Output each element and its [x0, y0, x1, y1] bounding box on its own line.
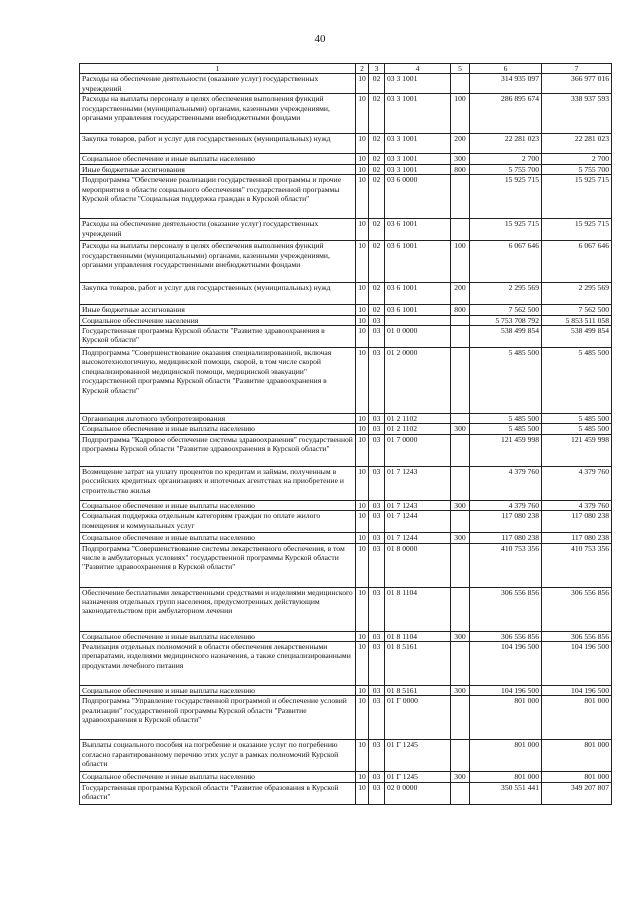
table-header-row [80, 64, 612, 74]
expense-type-cell [451, 315, 470, 325]
amount-year1-cell: 5 755 700 [470, 164, 542, 174]
expense-type-cell: 300 [451, 772, 470, 782]
table-row [80, 134, 612, 154]
amount-year1-cell: 538 499 854 [470, 326, 542, 348]
section-code-cell: 10 [356, 772, 369, 782]
amount-year1-cell: 104 196 500 [470, 686, 542, 696]
target-article-cell: 01 8 5161 [385, 686, 451, 696]
section-code-cell: 10 [356, 511, 369, 533]
section-code-cell: 10 [356, 500, 369, 510]
amount-year1-cell: 350 551 441 [470, 782, 542, 804]
amount-year2-cell: 801 000 [542, 772, 612, 782]
table-row [80, 696, 612, 740]
expense-type-cell [451, 219, 470, 241]
amount-year2-cell: 117 080 238 [542, 533, 612, 543]
target-article-cell: 03 3 1001 [385, 74, 451, 94]
section-code-cell: 10 [356, 543, 369, 587]
expense-type-cell [451, 696, 470, 740]
section-code-cell: 10 [356, 696, 369, 740]
amount-year1-cell: 801 000 [470, 740, 542, 772]
target-article-cell: 03 6 1001 [385, 219, 451, 241]
table-row [80, 772, 612, 782]
subsection-code-cell: 03 [369, 631, 385, 641]
target-article-cell: 01 Г 0000 [385, 696, 451, 740]
section-code-cell: 10 [356, 533, 369, 543]
amount-year2-cell: 2 700 [542, 154, 612, 164]
section-code-cell: 10 [356, 164, 369, 174]
subsection-code-cell: 02 [369, 175, 385, 219]
amount-year1-cell: 4 379 760 [470, 500, 542, 510]
row-name-cell: Подпрограмма "Обеспечение реализации государственной программы и прочие мероприятия в области социального обеспечения" государственной программы Курской области "Социальная поддержка граждан в Курской области" [80, 175, 356, 219]
target-article-cell: 01 7 1244 [385, 533, 451, 543]
amount-year2-cell: 801 000 [542, 696, 612, 740]
expense-type-cell: 300 [451, 686, 470, 696]
subsection-code-cell: 03 [369, 686, 385, 696]
amount-year2-cell: 5 485 500 [542, 414, 612, 424]
amount-year1-cell: 2 295 569 [470, 283, 542, 305]
table-row [80, 642, 612, 686]
amount-year1-cell: 15 925 715 [470, 175, 542, 219]
column-header: 2 [356, 64, 369, 74]
section-code-cell: 10 [356, 219, 369, 241]
table-row [80, 500, 612, 510]
row-name-cell: Расходы на выплаты персоналу в целях обеспечения выполнения функций государственными (муниципальными) органами, казенными учреждениями, органами управления государственными внебюджетными фондами [80, 241, 356, 283]
target-article-cell: 03 3 1001 [385, 164, 451, 174]
subsection-code-cell: 03 [369, 587, 385, 631]
section-code-cell: 10 [356, 326, 369, 348]
budget-table-body [80, 64, 612, 805]
table-row [80, 283, 612, 305]
amount-year1-cell: 117 080 238 [470, 533, 542, 543]
subsection-code-cell: 02 [369, 305, 385, 315]
row-name-cell: Подпрограмма "Совершенствование системы лекарственного обеспечения, в том числе в амбулаторных условиях" государственной программы Курской области "Развитие здравоохранения в Курской области" [80, 543, 356, 587]
subsection-code-cell: 03 [369, 511, 385, 533]
table-row [80, 219, 612, 241]
row-name-cell: Закупка товаров, работ и услуг для государственных (муниципальных) нужд [80, 134, 356, 154]
amount-year2-cell: 22 281 023 [542, 134, 612, 154]
expense-type-cell: 300 [451, 533, 470, 543]
row-name-cell: Социальное обеспечение и иные выплаты населению [80, 154, 356, 164]
expense-type-cell [451, 543, 470, 587]
row-name-cell: Социальная поддержка отдельным категориям граждан по оплате жилого помещения и коммунальных услуг [80, 511, 356, 533]
expense-type-cell [451, 326, 470, 348]
row-name-cell: Реализация отдельных полномочий в области обеспечения лекарственными препаратами, изделиями медицинского назначения, а также специализированными продуктами лечебного питания [80, 642, 356, 686]
subsection-code-cell: 03 [369, 434, 385, 466]
target-article-cell: 01 8 0000 [385, 543, 451, 587]
target-article-cell: 02 0 0000 [385, 782, 451, 804]
expense-type-cell: 100 [451, 94, 470, 134]
target-article-cell: 01 2 1102 [385, 414, 451, 424]
subsection-code-cell: 02 [369, 283, 385, 305]
amount-year2-cell: 338 937 593 [542, 94, 612, 134]
section-code-cell: 10 [356, 315, 369, 325]
row-name-cell: Расходы на обеспечение деятельности (оказание услуг) государственных учреждений [80, 219, 356, 241]
amount-year2-cell: 5 853 511 058 [542, 315, 612, 325]
target-article-cell: 01 Г 1245 [385, 772, 451, 782]
amount-year2-cell: 5 485 500 [542, 348, 612, 414]
table-row [80, 686, 612, 696]
table-row [80, 511, 612, 533]
subsection-code-cell: 03 [369, 696, 385, 740]
target-article-cell: 01 7 1243 [385, 466, 451, 500]
section-code-cell: 10 [356, 642, 369, 686]
amount-year2-cell: 15 925 715 [542, 219, 612, 241]
subsection-code-cell: 02 [369, 74, 385, 94]
amount-year2-cell: 121 459 998 [542, 434, 612, 466]
table-row [80, 305, 612, 315]
table-row [80, 533, 612, 543]
section-code-cell: 10 [356, 631, 369, 641]
amount-year2-cell: 2 295 569 [542, 283, 612, 305]
amount-year2-cell: 801 000 [542, 740, 612, 772]
amount-year2-cell: 306 556 856 [542, 631, 612, 641]
subsection-code-cell: 03 [369, 326, 385, 348]
section-code-cell: 10 [356, 175, 369, 219]
subsection-code-cell: 03 [369, 782, 385, 804]
amount-year2-cell: 538 499 854 [542, 326, 612, 348]
column-header: 7 [542, 64, 612, 74]
amount-year1-cell: 306 556 856 [470, 631, 542, 641]
subsection-code-cell: 03 [369, 543, 385, 587]
table-row [80, 631, 612, 641]
amount-year1-cell: 6 067 646 [470, 241, 542, 283]
row-name-cell: Социальное обеспечение и иные выплаты населению [80, 500, 356, 510]
amount-year2-cell: 366 977 016 [542, 74, 612, 94]
amount-year1-cell: 117 080 238 [470, 511, 542, 533]
amount-year1-cell: 801 000 [470, 696, 542, 740]
subsection-code-cell: 03 [369, 740, 385, 772]
table-row [80, 348, 612, 414]
table-row [80, 587, 612, 631]
table-row [80, 424, 612, 434]
amount-year1-cell: 7 562 500 [470, 305, 542, 315]
expense-type-cell: 300 [451, 500, 470, 510]
target-article-cell: 03 3 1001 [385, 94, 451, 134]
table-row [80, 740, 612, 772]
section-code-cell: 10 [356, 587, 369, 631]
subsection-code-cell: 02 [369, 164, 385, 174]
table-row [80, 315, 612, 325]
section-code-cell: 10 [356, 782, 369, 804]
subsection-code-cell: 03 [369, 642, 385, 686]
section-code-cell: 10 [356, 283, 369, 305]
target-article-cell: 01 7 1244 [385, 511, 451, 533]
amount-year2-cell: 15 925 715 [542, 175, 612, 219]
table-row [80, 782, 612, 804]
subsection-code-cell: 02 [369, 134, 385, 154]
amount-year2-cell: 7 562 500 [542, 305, 612, 315]
amount-year2-cell: 4 379 760 [542, 466, 612, 500]
target-article-cell: 01 7 1243 [385, 500, 451, 510]
section-code-cell: 10 [356, 74, 369, 94]
section-code-cell: 10 [356, 134, 369, 154]
section-code-cell: 10 [356, 424, 369, 434]
amount-year1-cell: 314 935 097 [470, 74, 542, 94]
column-header: 1 [80, 64, 356, 74]
table-row [80, 466, 612, 500]
target-article-cell: 03 6 1001 [385, 283, 451, 305]
table-row [80, 414, 612, 424]
row-name-cell: Подпрограмма "Кадровое обеспечение системы здравоохранения" государственной программы Курской области "Развитие здравоохранения в Курской области" [80, 434, 356, 466]
target-article-cell: 03 3 1001 [385, 154, 451, 164]
expense-type-cell [451, 74, 470, 94]
amount-year2-cell: 410 753 356 [542, 543, 612, 587]
row-name-cell: Подпрограмма "Управление государственной программой и обеспечение условий реализации" государственной программы Курской области "Развитие здравоохранения в Курской области" [80, 696, 356, 740]
row-name-cell: Государственная программа Курской области "Развитие здравоохранения в Курской области" [80, 326, 356, 348]
table-row [80, 94, 612, 134]
expense-type-cell: 200 [451, 134, 470, 154]
target-article-cell: 01 8 5161 [385, 642, 451, 686]
section-code-cell: 10 [356, 241, 369, 283]
table-row [80, 241, 612, 283]
expense-type-cell: 800 [451, 305, 470, 315]
column-header: 4 [385, 64, 451, 74]
amount-year1-cell: 22 281 023 [470, 134, 542, 154]
row-name-cell: Подпрограмма "Совершенствование оказания специализированной, включая высокотехнологичную, медицинской помощи, скорой, в том числе скорой специализированной медицинской помощи, медицинской эвакуации" государственной программы Курской области "Развитие здравоохранения в Курской области" [80, 348, 356, 414]
section-code-cell: 10 [356, 305, 369, 315]
section-code-cell: 10 [356, 414, 369, 424]
amount-year1-cell: 5 753 708 792 [470, 315, 542, 325]
amount-year1-cell: 5 485 500 [470, 348, 542, 414]
subsection-code-cell: 03 [369, 315, 385, 325]
table-row [80, 175, 612, 219]
section-code-cell: 10 [356, 466, 369, 500]
amount-year1-cell: 2 700 [470, 154, 542, 164]
expense-type-cell: 800 [451, 164, 470, 174]
expense-type-cell [451, 740, 470, 772]
amount-year2-cell: 104 196 500 [542, 642, 612, 686]
target-article-cell: 01 7 0000 [385, 434, 451, 466]
amount-year2-cell: 117 080 238 [542, 511, 612, 533]
row-name-cell: Социальное обеспечение и иные выплаты населению [80, 424, 356, 434]
expense-type-cell [451, 348, 470, 414]
expense-type-cell: 300 [451, 424, 470, 434]
amount-year2-cell: 5 755 700 [542, 164, 612, 174]
amount-year1-cell: 4 379 760 [470, 466, 542, 500]
amount-year1-cell: 801 000 [470, 772, 542, 782]
expense-type-cell [451, 466, 470, 500]
target-article-cell: 01 Г 1245 [385, 740, 451, 772]
target-article-cell: 01 0 0000 [385, 326, 451, 348]
expense-type-cell [451, 587, 470, 631]
expense-type-cell [451, 782, 470, 804]
row-name-cell: Государственная программа Курской области "Развитие образования в Курской области" [80, 782, 356, 804]
row-name-cell: Возмещение затрат на уплату процентов по кредитам и займам, полученным в российских кредитных организациях и ипотечных агентствах на приобретение и строительство жилья [80, 466, 356, 500]
amount-year2-cell: 4 379 760 [542, 500, 612, 510]
expense-type-cell: 300 [451, 154, 470, 164]
section-code-cell: 10 [356, 154, 369, 164]
expense-type-cell: 200 [451, 283, 470, 305]
amount-year1-cell: 104 196 500 [470, 642, 542, 686]
row-name-cell: Социальное обеспечение населения [80, 315, 356, 325]
target-article-cell [385, 315, 451, 325]
target-article-cell: 01 2 1102 [385, 424, 451, 434]
subsection-code-cell: 02 [369, 94, 385, 134]
amount-year2-cell: 349 207 807 [542, 782, 612, 804]
subsection-code-cell: 03 [369, 500, 385, 510]
subsection-code-cell: 03 [369, 424, 385, 434]
amount-year2-cell: 6 067 646 [542, 241, 612, 283]
section-code-cell: 10 [356, 740, 369, 772]
amount-year1-cell: 306 556 856 [470, 587, 542, 631]
row-name-cell: Иные бюджетные ассигнования [80, 164, 356, 174]
row-name-cell: Социальное обеспечение и иные выплаты населению [80, 686, 356, 696]
amount-year2-cell: 5 485 500 [542, 424, 612, 434]
row-name-cell: Расходы на обеспечение деятельности (оказание услуг) государственных учреждений [80, 74, 356, 94]
target-article-cell: 03 6 0000 [385, 175, 451, 219]
row-name-cell: Закупка товаров, работ и услуг для государственных (муниципальных) нужд [80, 283, 356, 305]
expense-type-cell [451, 511, 470, 533]
target-article-cell: 03 3 1001 [385, 134, 451, 154]
column-header: 3 [369, 64, 385, 74]
row-name-cell: Обеспечение бесплатными лекарственными средствами и изделиями медицинского назначения отдельных групп населения, предусмотренных действующим законодательством при амбулаторном лечении [80, 587, 356, 631]
subsection-code-cell: 02 [369, 241, 385, 283]
target-article-cell: 03 6 1001 [385, 305, 451, 315]
table-row [80, 434, 612, 466]
expense-type-cell: 100 [451, 241, 470, 283]
amount-year2-cell: 104 196 500 [542, 686, 612, 696]
row-name-cell: Социальное обеспечение и иные выплаты населению [80, 533, 356, 543]
amount-year1-cell: 5 485 500 [470, 414, 542, 424]
row-name-cell: Иные бюджетные ассигнования [80, 305, 356, 315]
expense-type-cell [451, 175, 470, 219]
subsection-code-cell: 03 [369, 414, 385, 424]
expense-type-cell [451, 642, 470, 686]
target-article-cell: 01 8 1104 [385, 631, 451, 641]
subsection-code-cell: 03 [369, 466, 385, 500]
amount-year1-cell: 286 895 674 [470, 94, 542, 134]
subsection-code-cell: 02 [369, 154, 385, 164]
table-row [80, 543, 612, 587]
target-article-cell: 03 6 1001 [385, 241, 451, 283]
section-code-cell: 10 [356, 434, 369, 466]
column-header: 5 [451, 64, 470, 74]
subsection-code-cell: 03 [369, 772, 385, 782]
subsection-code-cell: 02 [369, 219, 385, 241]
budget-table [79, 63, 612, 805]
target-article-cell: 01 2 0000 [385, 348, 451, 414]
table-row [80, 154, 612, 164]
section-code-cell: 10 [356, 94, 369, 134]
row-name-cell: Социальное обеспечение и иные выплаты населению [80, 631, 356, 641]
expense-type-cell [451, 434, 470, 466]
row-name-cell: Выплаты социального пособия на погребение и оказание услуг по погребению согласно гарантированному перечню этих услуг в рамках полномочий Курской области [80, 740, 356, 772]
table-row [80, 74, 612, 94]
expense-type-cell: 300 [451, 631, 470, 641]
row-name-cell: Расходы на выплаты персоналу в целях обеспечения выполнения функций государственными (муниципальными) органами, казенными учреждениями, органами управления государственными внебюджетными фондами [80, 94, 356, 134]
column-header: 6 [470, 64, 542, 74]
section-code-cell: 10 [356, 348, 369, 414]
subsection-code-cell: 03 [369, 533, 385, 543]
section-code-cell: 10 [356, 686, 369, 696]
table-row [80, 164, 612, 174]
amount-year2-cell: 306 556 856 [542, 587, 612, 631]
amount-year1-cell: 121 459 998 [470, 434, 542, 466]
table-row [80, 326, 612, 348]
amount-year1-cell: 5 485 500 [470, 424, 542, 434]
row-name-cell: Организация льготного зубопротезирования [80, 414, 356, 424]
amount-year1-cell: 15 925 715 [470, 219, 542, 241]
target-article-cell: 01 8 1104 [385, 587, 451, 631]
row-name-cell: Социальное обеспечение и иные выплаты населению [80, 772, 356, 782]
subsection-code-cell: 03 [369, 348, 385, 414]
page-number: 40 [314, 33, 326, 45]
expense-type-cell [451, 414, 470, 424]
amount-year1-cell: 410 753 356 [470, 543, 542, 587]
